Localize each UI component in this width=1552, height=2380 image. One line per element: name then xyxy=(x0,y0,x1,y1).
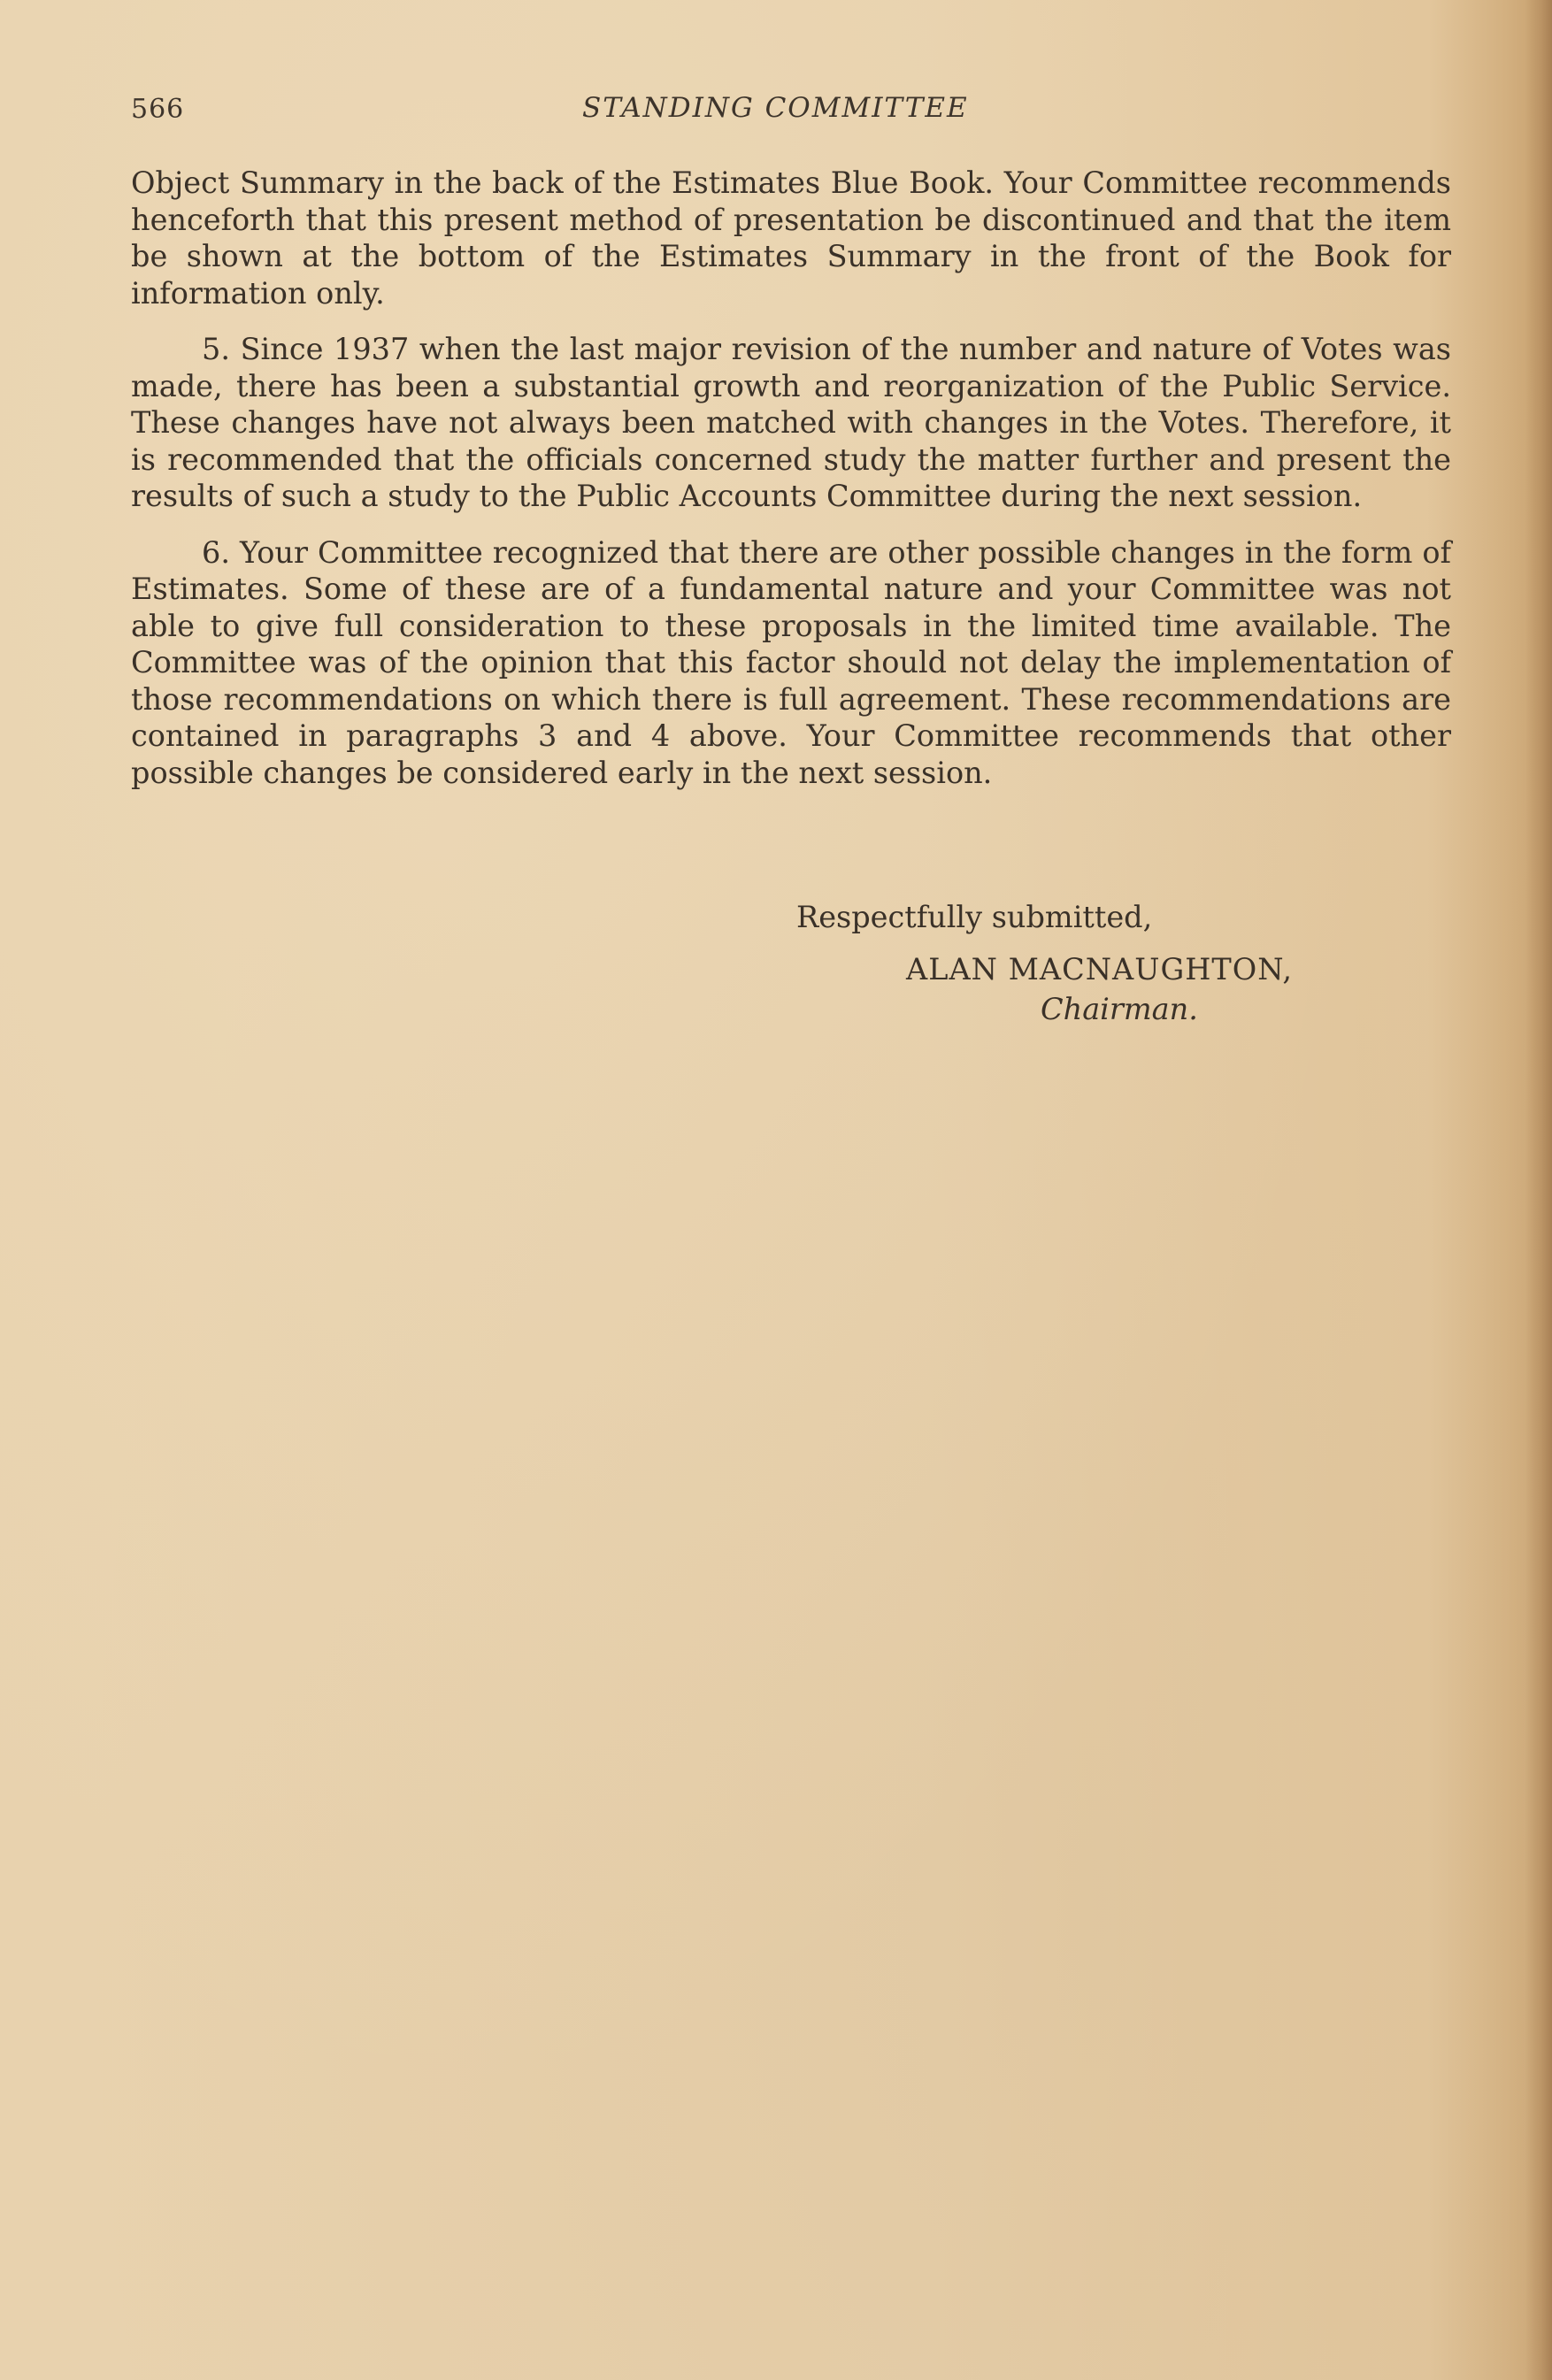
signer-name: ALAN MACNAUGHTON, xyxy=(906,952,1294,987)
running-head: STANDING COMMITTEE xyxy=(582,92,969,124)
body-text xyxy=(131,165,1451,810)
page-spine-shadow xyxy=(1525,0,1552,2380)
paragraph-5: 5. Since 1937 when the last major revision of the number and nature of Votes was made, there has been a substantial growth and reorganization of the Public Service. These changes have not always been matched with changes in the Votes. Therefore, it is recommended that the officials concerned study the matter further and present the results of such a study to the Public Accounts Committee during the next session. xyxy=(131,332,1451,513)
paragraph-continued: Object Summary in the back of the Estimates Blue Book. Your Committee recommends henceforth that this present method of presentation be discontinued and that the item be shown at the bottom of the Estimates Summary in the front of the Book for information only. xyxy=(131,165,1451,311)
page-number: 566 xyxy=(131,94,185,125)
paragraph-6: 6. Your Committee recognized that there are other possible changes in the form of Estimates. Some of these are of a fundamental nature and your Committee was not able to give full consideration to these proposals in the limited time available. The Committee was of the opinion that this factor should not delay the implementation of those recommendations on which there is full agreement. These recommendations are contained in paragraphs 3 and 4 above. Your Committee recommends that other possible changes be considered early in the next session. xyxy=(131,534,1451,790)
closing-line: Respectfully submitted, xyxy=(796,900,1153,934)
signature-block xyxy=(796,899,1416,1027)
page-header xyxy=(131,88,1458,133)
signer-title: Chairman. xyxy=(1041,992,1198,1026)
